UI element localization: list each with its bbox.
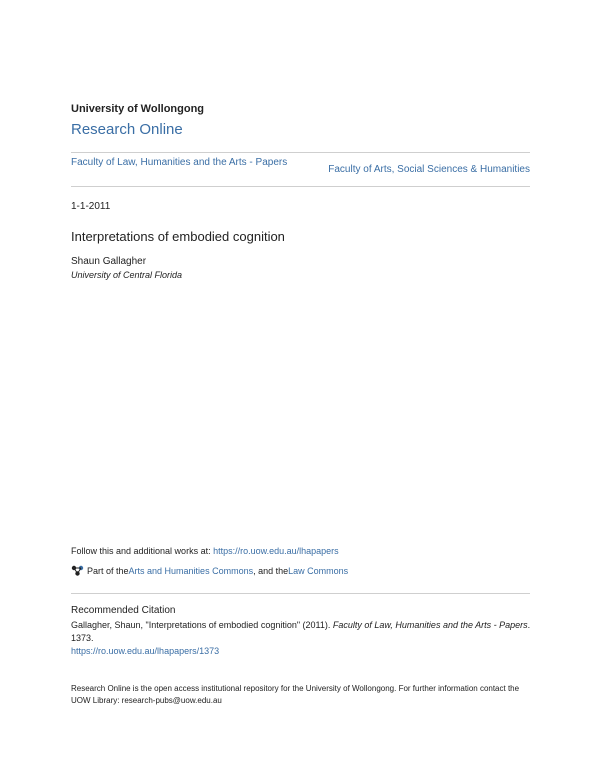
citation-block: [71, 619, 531, 658]
collections-divider: [71, 186, 530, 187]
citation-journal: Faculty of Law, Humanities and the Arts - Papers: [332, 620, 528, 630]
author-name: Shaun Gallagher: [71, 256, 147, 267]
part-of-prefix: Part of the: [87, 565, 129, 576]
collection-link-arts-social-sciences[interactable]: Faculty of Arts, Social Sciences & Humanities: [328, 164, 530, 175]
institution-name: University of Wollongong: [71, 103, 205, 115]
citation-text-end: . 1373.: [71, 620, 531, 643]
follow-text: Follow this and additional works at:: [71, 546, 214, 556]
law-commons-link[interactable]: Law Commons: [288, 565, 349, 576]
author-affiliation: University of Central Florida: [71, 270, 183, 280]
follow-link[interactable]: https://ro.uow.edu.au/lhapapers: [213, 546, 339, 556]
publication-date: 1-1-2011: [71, 201, 111, 212]
top-divider: [71, 152, 530, 153]
footer-text: Research Online is the open access institutional repository for the University of Wollongong. For further information contact the UOW Library: research-pubs@uow.edu.au: [71, 684, 520, 705]
collection-link-law-humanities[interactable]: Faculty of Law, Humanities and the Arts - Papers: [71, 157, 288, 168]
citation-divider: [71, 593, 530, 594]
citation-text-start: Gallagher, Shaun, "Interpretations of embodied cognition" (2011).: [71, 620, 333, 630]
citation-link[interactable]: https://ro.uow.edu.au/lhapapers/1373: [71, 646, 220, 656]
part-of-line: [71, 565, 348, 576]
repository-link[interactable]: Research Online: [71, 121, 183, 138]
commons-network-icon: [71, 565, 84, 576]
follow-line: [71, 546, 339, 556]
paper-title: Interpretations of embodied cognition: [71, 229, 285, 244]
part-of-middle: , and the: [253, 565, 289, 576]
arts-humanities-commons-link[interactable]: Arts and Humanities Commons: [128, 565, 254, 576]
recommended-citation-heading: Recommended Citation: [71, 605, 176, 616]
